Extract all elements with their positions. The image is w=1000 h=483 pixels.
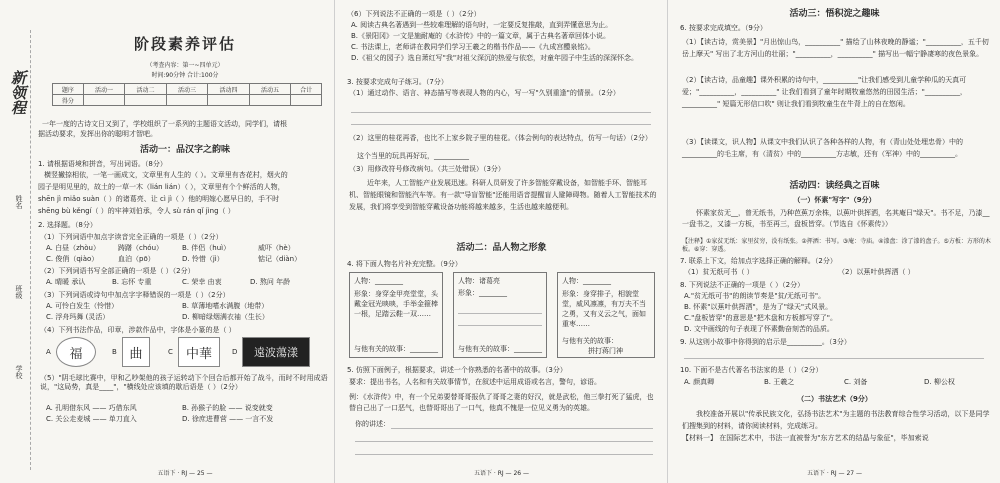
card-desc: 形象：身穿金甲亮堂堂，头戴金冠光映映，手举金箍棒一根，足踏云鞋一双…… — [354, 290, 438, 318]
score-header: 活动一 — [83, 84, 125, 95]
glyph-label: A — [46, 348, 51, 356]
binding-line — [30, 30, 31, 470]
exam-scope: （考查内容：第一~四单元） — [146, 62, 224, 69]
q3-1: （1）通过动作、语言、神态描写等表现人物的内心，写一写"久别重逢"的情景。（2分） — [349, 89, 620, 97]
score-cell[interactable] — [291, 95, 322, 106]
score-header: 活动二 — [125, 84, 167, 95]
stamp-logo: 新领程 — [9, 70, 27, 115]
question-8: 8. 下列说法不正确的一项是（ ）（2分） — [680, 281, 805, 289]
exam-page-2 — [334, 0, 667, 483]
option[interactable]: C."盘板皆穿"的意思是"把木盘和方板都写穿了"。 — [684, 314, 837, 322]
option[interactable]: C. 关公走麦城 —— 单刀直入 — [46, 415, 137, 423]
question-4: 4. 将下面人物名片补充完整。（9分） — [347, 260, 462, 268]
q1-line: shēng bù kěngí（ ）的牢神刘伯承，令人 sù rán qǐ jìng（ ） — [38, 207, 235, 215]
question-3: 3. 按要求完成句子练习。（7分） — [347, 78, 448, 86]
option[interactable]: D. 徐庶进曹营 —— 一言不发 — [182, 415, 274, 423]
seal-image-b[interactable]: 曲 — [122, 337, 150, 367]
glyph-label: C — [168, 348, 173, 356]
q2-1: （1）下列词语中加点字读音完全正确的一项是（ ）（2分） — [40, 233, 223, 241]
seal-image-a[interactable]: 福 — [56, 337, 96, 367]
option[interactable]: A. 可怜白发生（怜惜） — [46, 302, 119, 310]
option[interactable]: A."贫无纸可书"的朗读节奏是"贫/无纸可书"。 — [684, 292, 826, 300]
q2-5: （5）"阴毛球比赛中，甲和乙吵架他的孩子运转动下个回合后都开始了战斗，而时不时用成语说，"这局势，真是____"，"横线处应该填的歇后语是（ ）（2分） — [40, 374, 328, 391]
option: 威吓（hè） — [258, 244, 295, 252]
question-9: 9. 从这则小故事中你得到的启示是__________。（3分） — [680, 338, 851, 346]
q3-3: （3）用修改符号修改病句。（共三处错误）（3分） — [349, 165, 505, 173]
exam-page-1 — [0, 0, 334, 483]
score-header: 活动三 — [166, 84, 208, 95]
option[interactable]: C. 俊俏（qiào） — [46, 255, 99, 263]
score-cell[interactable] — [208, 95, 250, 106]
card-story: 与他有关的故事： — [562, 337, 618, 345]
option[interactable]: B. 伴侣（huì） — [182, 244, 231, 252]
q1-line: 园子是明见里的，故土的一草一木（lián lián）（ ），文章里有个个鲜活的人物， — [38, 183, 285, 191]
option[interactable]: D. 柳暗绿烟满衣袖（生长） — [182, 313, 269, 321]
calligraphy-image-c[interactable]: 中華 — [178, 337, 220, 367]
option: 踌躇（chóu） — [118, 244, 164, 252]
card-person: 人物：诸葛亮 — [458, 277, 500, 285]
card-desc: 形象：________ — [458, 289, 507, 297]
score-cell[interactable] — [249, 95, 291, 106]
section-1-title: （一）怀素"写字"（9分） — [793, 196, 876, 204]
answer-line[interactable] — [355, 454, 653, 455]
score-row-label: 得分 — [53, 95, 84, 106]
class-label: 班级 — [15, 285, 23, 299]
option[interactable]: B. 孙猴子的脸 —— 说变就变 — [182, 404, 273, 412]
glyph-label: B — [112, 348, 117, 356]
option[interactable]: C. 刘备 — [844, 378, 868, 386]
answer-line[interactable] — [351, 124, 651, 125]
option[interactable]: D. 文中画线的句子表现了怀素勤奋刻苦的品质。 — [684, 325, 834, 333]
activity-2-title: 活动二：品人物之形象 — [456, 243, 547, 253]
time-score: 时间:90分钟 合计:100分 — [151, 72, 219, 79]
option[interactable]: A. 阅读古典名著遇到一些较难理解的语句时，一定要反复推敲，直到弄懂意思为止。 — [351, 21, 613, 29]
score-header: 活动五 — [249, 84, 291, 95]
answer-line[interactable] — [458, 313, 542, 314]
score-header: 题序 — [53, 84, 84, 95]
option[interactable]: D. 柳公权 — [924, 378, 955, 386]
option[interactable]: B. 草薄地嗜水满腹（地带） — [182, 302, 269, 310]
annotation: 【注释】①家贫无纸：家里贫穷，没有纸张。②挥洒：书写。③庵：寺庙。④漆盘：涂了漆的盘子。⑤方板：方形的木板。⑥穿：穿透。 — [682, 238, 991, 253]
answer-line[interactable] — [684, 358, 984, 359]
q5-answer-label: 你的讲述： — [355, 420, 390, 428]
card-story: 与他有关的故事：________ — [354, 345, 438, 353]
card-desc: 形象：身穿排子，相貌堂堂，威风凛凛，有万夫不当之勇，又有义云之气，面如重枣…… — [562, 290, 646, 328]
score-header: 合计 — [291, 84, 322, 95]
q6-1: （1）【读古诗，赏美景】"月出惊山鸟，__________" 描绘了山林夜晚的静谧；"__________，五千仞岳上摩天" 写出了北方河山的壮丽；"__________，__________" 描写出一幅宁静凄寒的夜色景象。 — [682, 38, 989, 58]
question-1: 1. 请根据语境和拼音，写出词语。（8分） — [38, 160, 167, 168]
intro-line: 据活动要求，发挥出你的聪明才智吧。 — [38, 130, 157, 138]
classical-text: 怀素家贫无__，曾无纸书，乃种芭蕉万余株，以蕉叶供挥洒，名其庵曰"绿天"。书不足，乃漆__一盘书之，又漆一方板，书至再三，盘板皆穿。（节选自《怀素传》） — [682, 209, 990, 228]
answer-line[interactable] — [458, 325, 542, 326]
score-header: 活动四 — [208, 84, 250, 95]
q2-2: （2）下列词语书写全部正确的一项是（ ）（2分） — [40, 267, 195, 275]
q3-2b: 这个当里的玩具再好玩，__________ — [357, 152, 469, 160]
activity-3-title: 活动三：悟积淀之趣味 — [789, 9, 880, 19]
option[interactable]: B. 忘怀 专重 — [112, 278, 152, 286]
q7-item[interactable]: （2）以蕉叶供挥洒（ ） — [838, 268, 915, 276]
page-footer: 五语下 · RJ — 26 — — [473, 470, 530, 477]
card-person: 人物：________ — [562, 277, 611, 285]
page-footer: 五语下 · RJ — 25 — — [157, 470, 213, 477]
character-card — [557, 272, 655, 358]
score-cell[interactable] — [83, 95, 125, 106]
answer-line[interactable] — [351, 112, 651, 113]
section-2-paragraph: 我校准备开展以"传承民族文化，弘扬书法艺术"为主题的书法教育综合性学习活动，以下是同学们搜集到的材料，请你阅读材料，完成练习。 — [682, 410, 990, 430]
q1-line: shēn jì miǎo suàn（ ）的诸葛亮、让 cì jì（ ）他的明嫁心愿早日的，手不时 — [38, 195, 280, 203]
glyph-label: D — [232, 348, 238, 356]
q3-2: （2）这里的桂花再香，也比不上家乡院子里的桂花。（体会例句的表达特点，仿写一句话）（2分） — [349, 134, 652, 142]
option[interactable]: D. 怜惜（jì） — [182, 255, 224, 263]
score-cell[interactable] — [125, 95, 167, 106]
score-cell[interactable] — [166, 95, 208, 106]
q2-4: （4）下列书法作品，印章，涉款作品中，字体是小篆的是（ ） — [40, 326, 236, 334]
option: 惦记（diàn） — [258, 255, 302, 263]
answer-line[interactable] — [391, 428, 653, 429]
activity-4-title: 活动四：读经典之百味 — [789, 181, 880, 191]
question-6: 6. 按要求完成填空。（9分） — [680, 24, 767, 32]
q3-paragraph: 近年来，人工智能产业发展迅速。科研人员研发了许多智能穿戴设备，如智能手环、智能耳机、智能眼镜和智能汽车等。有一款"导盲智能"还能用语音提醒盲人避障碍物。随着人工智能技术的发展，我们将享受到智能穿戴设备功能将越来越多，生活也越来越便利。 — [349, 179, 657, 211]
option[interactable]: C. 荣幸 由衷 — [182, 278, 222, 286]
name-label: 姓名 — [15, 195, 23, 209]
option[interactable]: B. 怀素"以蕉叶供挥洒"，是为了"绿天"式风景。 — [684, 303, 833, 311]
question-10: 10. 下面不是古代著名书法家的是（ ）（2分） — [680, 366, 823, 374]
card-story: 与他有关的故事：________ — [458, 345, 542, 353]
card-story-answer: 拼打蒋门神 — [588, 347, 623, 355]
material-1: 【材料一】 在国际艺术中，书法一直被誉为"东方艺术的结晶与象征"，毕加索说 — [682, 434, 929, 442]
option[interactable]: A. 晴暖 承认 — [46, 278, 86, 286]
intro-line: 一年一度的古诗文日又到了，学校组织了一系列的主题语文活动，同学们，请根 — [42, 120, 287, 128]
page-title: 阶段素养评估 — [133, 35, 236, 53]
q6-2: （2）【读古诗，品童趣】课外积累的诗句中，__________"让我们感受到儿童学种瓜的天真可爱；"__________，__________" 让我们看到了童年时期牧童悠然的田园生活；"__________，__________" 短篇无形信口吹" 则让我们看到牧童生在牛背上的自在悠闲。 — [682, 76, 967, 108]
q1-line: 横竖撇捺相依，一笔一画成文，文章里有人生的（ ）。文章里有杏花村，烟火的 — [44, 171, 288, 179]
section-2-title: （二）书法艺术（9分） — [797, 395, 872, 403]
character-card — [349, 272, 443, 358]
q2-3: （3）下列词语或诗句中加点字字释错误的一项是（ ）（2分） — [40, 291, 230, 299]
school-label: 学校 — [15, 365, 23, 379]
calligraphy-image-d[interactable]: 遠波蕩漾 — [242, 337, 310, 367]
answer-line[interactable] — [355, 441, 653, 442]
character-card — [453, 272, 547, 358]
option[interactable]: B.《景阳冈》一文是施耐庵的《水浒传》中的一篇文章，属于古典名著章回体小说。 — [351, 32, 611, 40]
option[interactable]: A. 白昼（zhòu） — [46, 244, 100, 252]
question-5: 5. 仿照下面例子，根据要求，讲述一个你熟悉的名著中的故事。（3分） — [347, 366, 567, 374]
q7-item[interactable]: （1）贫无纸可书（ ） — [684, 268, 754, 276]
question-7: 7. 联系上下文，给加点字选择正确的解释。（2分） — [680, 257, 837, 265]
exam-page-3 — [667, 0, 1000, 483]
option[interactable]: C. 书法课上，老师讲在教同学们学习王羲之的楷书作品——《九成宫醴泉铭》。 — [351, 43, 595, 51]
option[interactable]: D.《祖父的园子》选自萧红写"我"对祖父深沉的热爱与依恋，对童年园子中生活的深深怀念。 — [351, 54, 639, 62]
option[interactable]: B. 王羲之 — [764, 378, 795, 386]
q6: （6）下列说法不正确的一项是（ ）（2分） — [347, 10, 481, 18]
q5-requirement: 要求：提出书名，人名和有关故事情节，在叙述中运用成语或名言，警句，谚语。 — [349, 378, 601, 386]
score-table — [52, 83, 322, 106]
q5-example: 例：《水浒传》中，有一个兄弟要替哥哥报仇了哥哥之妻的好汉，就是武松，他三拳打死了猛虎，也替自己出了一口恶气，也替哥哥出了一口气，他真不愧是一位见义勇为的英雄。 — [349, 393, 654, 412]
option[interactable]: A. 孔明借东风 —— 巧借东风 — [46, 404, 137, 412]
card-person: 人物：________ — [354, 277, 403, 285]
option[interactable]: A. 颜真卿 — [684, 378, 715, 386]
page-footer: 五语下 · RJ — 27 — — [806, 470, 863, 477]
q6-3: （3）【读课文，识人物】从课文中我们认识了各种各样的人物，有（青山处处埋忠骨）中的__________的毛主席，有（清贫）中的__________方志敏，还有（军神）中的__________。 — [682, 138, 963, 158]
option: 血泊（pō） — [118, 255, 155, 263]
question-2: 2. 选择题。（8分） — [38, 221, 97, 229]
activity-1-title: 活动一：品汉字之韵味 — [139, 145, 230, 155]
option[interactable]: C. 浮舟玛舞 (灵活） — [46, 313, 110, 321]
option[interactable]: D. 熬问 年龄 — [250, 278, 291, 286]
